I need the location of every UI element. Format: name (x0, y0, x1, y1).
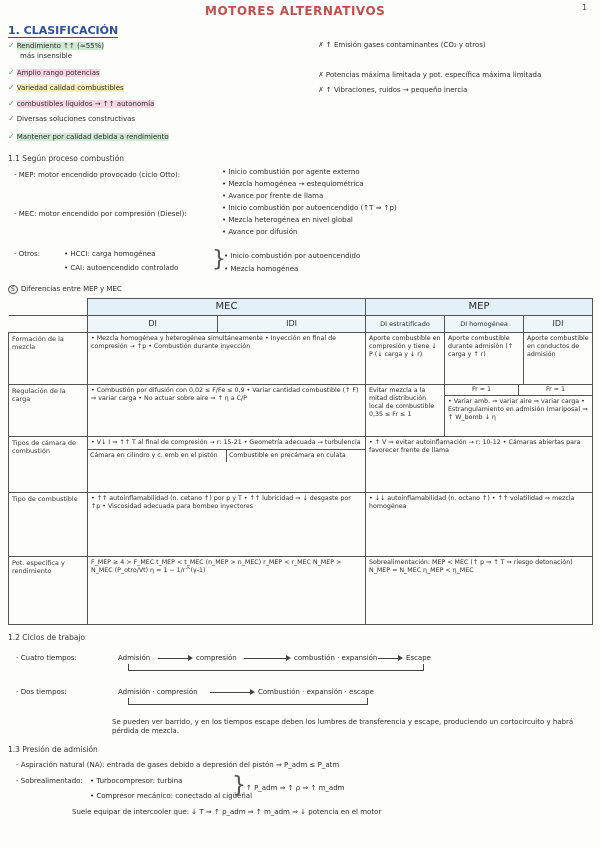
mec-cell: • ↑↑ autoinflamabilidad (n. cetano ↑) por p y T • ↑↑ lubricidad ⇒ ↓ desgaste por ↑p • Viscosidad adecuada para bombeo inyectores (88, 493, 366, 557)
otros-result: • Inicio combustión por autoencendido (224, 252, 361, 260)
return-line (128, 698, 129, 705)
left-item: ✓ Rendimiento ↑↑ (≈55%) (8, 41, 104, 50)
cycle-step: combustión · expansión (294, 654, 378, 662)
left-item: más insensible (20, 52, 73, 60)
table-row (9, 437, 593, 493)
arrow-line (244, 658, 286, 659)
cycle-label: - Cuatro tiempos: (16, 654, 77, 662)
mec-subcell: Combustible en precámara en culata (229, 452, 346, 459)
mep-label: - MEP: motor encendido provocado (ciclo Otto): (14, 171, 181, 179)
mep-point: • Mezcla homogénea → estequiométrica (222, 180, 364, 188)
arrow-head-icon (286, 655, 291, 661)
table-row (9, 333, 593, 385)
page-number: 1 (582, 3, 588, 12)
mep-point: • Inicio combustión por agente externo (222, 168, 360, 176)
cycle-label: - Dos tiempos: (16, 688, 67, 696)
page-title: MOTORES ALTERNATIVOS (205, 4, 386, 18)
row-label: Formación de la mezcla (9, 333, 88, 385)
section-heading: 1.1 Según proceso combustión (8, 154, 125, 163)
row-label: Regulación de la carga (9, 385, 88, 437)
return-line (128, 704, 368, 705)
fr-value: Fr ≈ 1 (445, 385, 519, 395)
table-sub-header: IDI (218, 316, 366, 333)
return-line (423, 664, 424, 671)
otros-label: - Otros: (14, 250, 41, 258)
mec-label: - MEC: motor encendido por compresión (Diesel): (14, 210, 187, 218)
table-row (9, 493, 593, 557)
mep-cell (445, 385, 593, 437)
brace-icon: } (232, 773, 246, 798)
brace-icon: } (212, 247, 226, 272)
left-item: ✓ combustibles líquidos → ↑↑ autonomía (8, 99, 155, 108)
mep-cell: • ↓↓ autoinflamabilidad (n. octano ↑) • ↑↑ volatilidad ⇒ mezcla homogénea (366, 493, 593, 557)
mec-cell: • Mezcla homogénea y heterogénea simultáneamente • Inyección en final de compresión → ↑p • Combustión durante inyección (88, 333, 366, 385)
cycle-note: Se pueden ver barrido, y en los tiempos escape deben los lumbres de transferencia y escape, produciendo un cortocircuito y habrá pérdida de mezcla. (112, 718, 574, 735)
mep-extra: • Variar amb. ⇒ variar aire ⇒ variar carga • Estrangulamiento en admisión (mariposa) ⇒ ↑ W_bomb ↓ η (448, 398, 588, 421)
compressor-point: • Compresor mecánico: conectado al cigüeñal (90, 792, 253, 800)
circled-s-icon: S (8, 285, 18, 294)
natural-aspiration: - Aspiración natural (NA): entrada de gases debido a depresión del pistón ⇒ P_adm ≤ P_atm (16, 761, 340, 769)
table-corner (9, 299, 88, 316)
arrow-line (210, 692, 250, 693)
mep-cell: • ↑ V ⇒ evitar autoinflamación → r: 10-12 • Cámaras abiertas para favorecer frente de llama (366, 437, 593, 493)
table-sub-header: DI (88, 316, 218, 333)
right-item: ✗ Potencias máxima limitada y pot. específica máxima limitada (318, 71, 542, 79)
row-label: Pot. específica y rendimiento (9, 557, 88, 625)
turbo-result: ↑ P_adm ⇒ ↑ ρ ⇒ ↑ m_adm (246, 784, 345, 792)
otros-result: • Mezcla homogénea (224, 265, 299, 273)
mep-point: • Avance por frente de llama (222, 192, 324, 200)
mep-cell: Evitar mezcla a la mitad distribución local de combustible 0,35 ≤ Fr ≤ 1 (366, 385, 445, 437)
return-line (367, 698, 368, 705)
right-item: ✗ ↑ Emisión gases contaminantes (CO₂ y otros) (318, 41, 486, 49)
differences-heading: S Diferencias entre MEP y MEC (8, 285, 122, 294)
mec-point: • Inicio combustión por autoencendido (↑T ⇒ ↑p) (222, 204, 397, 212)
mep-cell: Aporte combustible en compresión y tiene ↓ P (↓ carga y ↓ r) (366, 333, 445, 385)
supercharged-label: - Sobrealimentado: (16, 777, 83, 785)
table-row (9, 385, 593, 437)
cycle-step: compresión (196, 654, 237, 662)
left-item: ✓ Variedad calidad combustibles (8, 83, 124, 92)
mec-cell: F_MEP ≥ 4 > F_MEC t_MEP < t_MEC (n_MEP > n_MEC) r_MEP < r_MEC N_MEP > N_MEC (P_otro/Vt) η ≈ 1 − 1/r^(γ-1) (88, 557, 366, 625)
left-item: ✓ Diversas soluciones constructivas (8, 114, 136, 123)
section-heading: 1.2 Ciclos de trabajo (8, 633, 86, 642)
cycle-step: Combustión · expansión · escape (258, 688, 374, 696)
left-item: ✓ Mantener por calidad debida a rendimiento (8, 132, 169, 141)
table-sub-header: DI homogénea (445, 316, 524, 333)
row-label: Tipo de combustible (9, 493, 88, 557)
mep-cell: Sobrealimentación: MEP < MEC (↑ p ⇒ ↑ T ⇒ riesgo detonación) N_MEP ≈ N_MEC η_MEP < η_MEC (366, 557, 593, 625)
mec-text: • V↓ I ⇒ ↑↑ T al final de compresión → r: 15-21 • Geometría adecuada → turbulencia (91, 439, 361, 446)
arrow-head-icon (250, 689, 255, 695)
table-row (9, 557, 593, 625)
arrow-head-icon (398, 655, 403, 661)
turbo-point: • Turbocompresor: turbina (90, 777, 183, 785)
return-line (128, 670, 424, 671)
section-heading: 1. CLASIFICACIÓN (8, 24, 119, 37)
intercooler-note: Suele equipar de intercooler que: ↓ T ⇒ ↑ ρ_adm ⇒ ↑ m_adm ⇒ ↓ potencia en el motor (72, 808, 382, 816)
section-heading: 1.3 Presión de admisión (8, 745, 98, 754)
otros-point: • CAI: autoencendido controlado (64, 264, 179, 272)
mec-cell: • Combustión por difusión con 0,02 ≤ F/Fe ≤ 0,9 • Variar cantidad combustible (↑ F) ⇒ variar carga • No actuar sobre aire ⇒ ↑ η a C/P (88, 385, 366, 437)
comparison-table (8, 298, 593, 625)
table-group-header: MEC (88, 299, 366, 316)
right-item: ✗ ↑ Vibraciones, ruidos → pequeño inercia (318, 86, 468, 94)
mep-cell: Aporte combustible durante admisión (↑ carga y ↑ r) (445, 333, 524, 385)
fr-value: Fr = 1 (545, 386, 566, 393)
cycle-step: Admisión · compresión (118, 688, 198, 696)
table-group-header: MEP (366, 299, 593, 316)
arrow-line (158, 658, 188, 659)
mec-point: • Mezcla heterogénea en nivel global (222, 216, 353, 224)
mep-cell: Aporte combustible en conductos de admisión (524, 333, 593, 385)
arrow-line (378, 658, 398, 659)
table-sub-header: DI estratificado (366, 316, 445, 333)
row-label: Tipos de cámara de combustión (9, 437, 88, 493)
mec-subcell: Cámara en cilindro y c. emb en el pistón (88, 450, 227, 462)
mec-cell (88, 437, 366, 493)
cycle-step: Escape (406, 654, 431, 662)
table-sub-header: IDI (524, 316, 593, 333)
mec-point: • Avance por difusión (222, 228, 298, 236)
return-line (128, 664, 129, 671)
table-corner (9, 316, 88, 333)
cycle-step: Admisión (118, 654, 151, 662)
otros-point: • HCCI: carga homogénea (64, 250, 156, 258)
left-item: ✓ Amplio rango potencias (8, 68, 100, 77)
arrow-head-icon (188, 655, 193, 661)
